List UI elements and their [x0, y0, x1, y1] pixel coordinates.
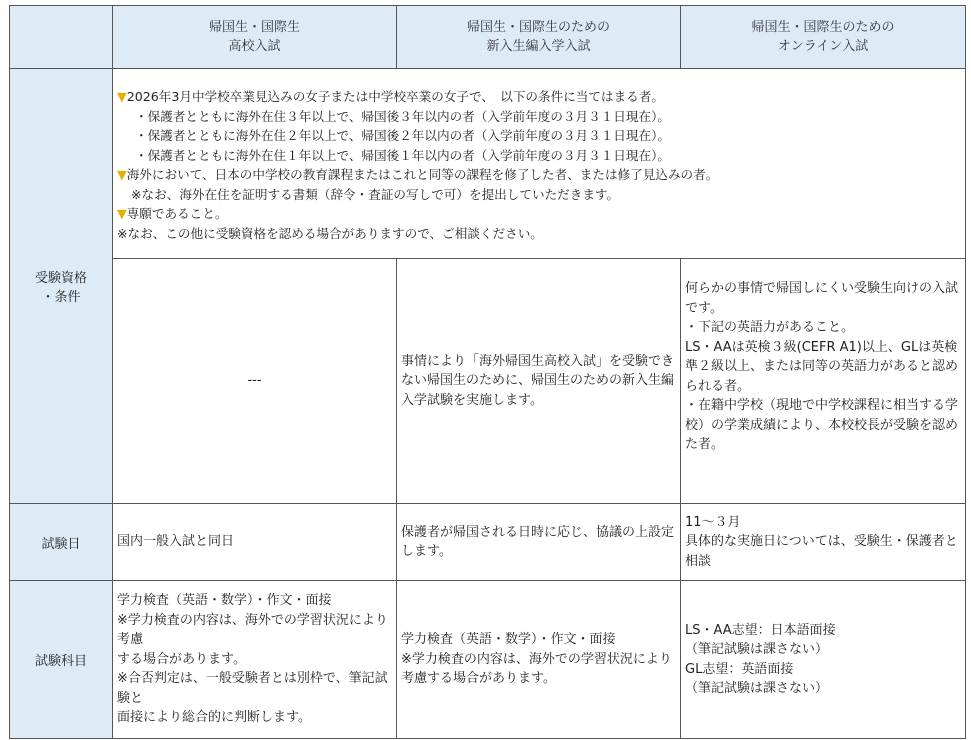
eligibility-col2-cell	[397, 259, 681, 504]
subjects-col3-line3: GL志望：英語面接	[685, 661, 794, 677]
eligibility-col2-text: 事情により「海外帰国生高校入試」を受験できない帰国生のために、帰国生のための新入生編入学試験を実施します。	[401, 353, 675, 408]
eligibility-line1	[117, 87, 961, 107]
subjects-row	[10, 581, 966, 739]
eligibility-sub1: ・保護者とともに海外在住３年以上で、帰国後３年以内の者（入学前年度の３月３１日現在）。	[135, 108, 670, 124]
header-col1-line2: 高校入試	[228, 39, 281, 54]
eligibility-col3-line3: LS・AAは英検３級(CEFR A1)以上、GLは英検準２級以上、または同等の英語力があると認められる者。	[685, 339, 959, 394]
header-col1-line1: 帰国生・国際生	[208, 20, 300, 35]
eligibility-note1: ※なお、海外在住を証明する書類（辞令・査証の写しで可）を提出していただきます。	[131, 186, 620, 202]
header-col2	[397, 6, 681, 69]
exam-date-col1-cell	[113, 504, 397, 581]
exam-date-col1-text: 国内一般入試と同日	[117, 534, 235, 550]
eligibility-col1-text: ---	[247, 373, 262, 389]
subjects-col2-cell	[397, 581, 681, 739]
header-row	[10, 6, 966, 69]
header-col3	[681, 6, 966, 69]
subjects-col2-line1: 学力検査（英語・数学）・作文・面接	[401, 632, 616, 648]
exam-date-row	[10, 504, 966, 581]
eligibility-col3-cell	[681, 259, 966, 504]
eligibility-label-line1: 受験資格	[34, 271, 87, 286]
subjects-col1-line4: ※合否判定は、一般受験者とは別枠で、筆記試験と	[117, 671, 388, 706]
eligibility-detail-row	[10, 259, 966, 504]
subjects-row-label: 試験科目	[10, 581, 113, 739]
eligibility-line1-text: 2026年3月中学校卒業見込みの女子または中学校卒業の女子で、 以下の条件に当てはまる者。	[126, 89, 664, 104]
exam-date-col3-line1: 11～３月	[685, 514, 741, 530]
exam-date-row-label: 試験日	[10, 504, 113, 581]
eligibility-col1-cell	[113, 259, 397, 504]
subjects-col3-line4: （筆記試験は課さない）	[685, 681, 829, 696]
header-col3-line2: オンライン入試	[777, 39, 869, 54]
header-col1	[113, 6, 397, 69]
triangle-marker-icon: ▼	[117, 167, 127, 182]
header-col2-line2: 新入生編入学入試	[486, 39, 591, 54]
exam-date-col3-line2: 具体的な実施日については、受験生・保護者と相談	[685, 534, 958, 569]
eligibility-label-line2: ・条件	[41, 290, 81, 305]
eligibility-line2	[117, 165, 961, 185]
triangle-marker-icon: ▼	[117, 89, 127, 104]
exam-date-col2-text: 保護者が帰国される日時に応じ、協議の上設定します。	[401, 524, 675, 559]
eligibility-line3	[117, 204, 961, 224]
eligibility-common-row	[10, 69, 966, 259]
header-corner-cell	[10, 6, 113, 69]
subjects-col1-line5: 面接により総合的に判断します。	[117, 710, 311, 726]
eligibility-line3-text: 専願であること。	[126, 206, 228, 221]
exam-date-col2-cell	[397, 504, 681, 581]
subjects-col3-line1: LS・AA志望：日本語面接	[685, 622, 836, 638]
header-col2-line1: 帰国生・国際生のための	[466, 20, 610, 35]
subjects-col3-line2: （筆記試験は課さない）	[685, 642, 829, 657]
subjects-col2-line3: 考慮する場合があります。	[401, 671, 556, 687]
eligibility-sub2: ・保護者とともに海外在住２年以上で、帰国後２年以内の者（入学前年度の３月３１日現在）。	[135, 128, 670, 143]
eligibility-line2-text: 海外において、日本の中学校の教育課程またはこれと同等の課程を修了した者、または修了見込みの者。	[126, 167, 719, 182]
eligibility-col3-line4: ・在籍中学校（現地で中学校課程に相当する学校）の学業成績により、本校校長が受験を認めた者。	[685, 398, 959, 452]
subjects-col1-line1: 学力検査（英語・数学）・作文・面接	[117, 593, 332, 609]
admission-table-wrapper	[9, 5, 966, 739]
header-col3-line1: 帰国生・国際生のための	[751, 20, 895, 35]
eligibility-col3-line2: ・下記の英語力があること。	[685, 320, 855, 335]
eligibility-col3-line1: 何らかの事情で帰国しにくい受験生向けの入試です。	[685, 281, 959, 316]
eligibility-sub3: ・保護者とともに海外在住１年以上で、帰国後１年以内の者（入学前年度の３月３１日現在）。	[135, 147, 670, 163]
admission-table	[9, 5, 966, 739]
subjects-col2-line2: ※学力検査の内容は、海外での学習状況により	[401, 651, 672, 667]
subjects-col3-cell	[681, 581, 966, 739]
eligibility-note2: ※なお、この他に受験資格を認める場合がありますので、ご相談ください。	[117, 225, 543, 241]
subjects-col1-cell	[113, 581, 397, 739]
triangle-marker-icon: ▼	[117, 206, 127, 221]
eligibility-common-cell	[113, 69, 966, 259]
subjects-col1-line3: する場合があります。	[117, 651, 246, 667]
subjects-col1-line2: ※学力検査の内容は、海外での学習状況により考慮	[117, 612, 388, 648]
eligibility-row-label	[10, 69, 113, 504]
exam-date-col3-cell	[681, 504, 966, 581]
